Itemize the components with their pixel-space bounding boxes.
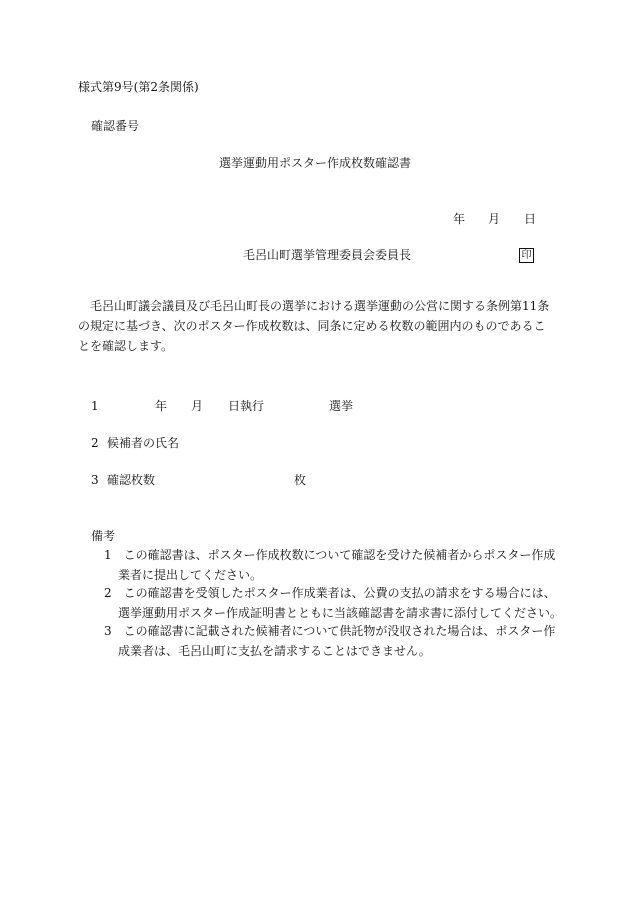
note-3-number: 3 [104,624,112,638]
notes-heading: 備考 [91,529,116,543]
item-3-number: 3 [91,473,99,487]
item-3-unit: 枚 [294,473,307,487]
item-3-label: 確認枚数 [107,473,156,487]
item-1-month: 月 [191,399,204,413]
body-paragraph: 毛呂山町議会議員及び毛呂山町長の選挙における選挙運動の公営に関する条例第11条の規定に基づき、次のポスター作成枚数は、同条に定める枚数の範囲内のものであることを確認します。 [78,299,550,353]
note-3 [104,622,566,661]
date-year: 年 [453,212,466,226]
note-1-number: 1 [104,548,112,562]
note-2-number: 2 [104,586,112,600]
document-title: 選挙運動用ポスター作成枚数確認書 [219,156,412,170]
note-1 [104,546,566,585]
item-1-day: 日執行 [228,399,265,413]
note-2-text: この確認書を受領したポスター作成業者は、公費の支払の請求をする場合には、選挙運動用ポスター作成証明書とともに当該確認書を請求書に添付してください。 [118,586,563,620]
issuer-name: 毛呂山町選挙管理委員会委員長 [243,248,412,262]
date-day: 日 [524,212,537,226]
item-1-year: 年 [155,399,168,413]
form-header: 様式第9号(第2条関係) [78,80,199,94]
item-2-label: 候補者の氏名 [107,436,180,450]
confirm-number-label: 確認番号 [91,119,140,133]
item-1-number: 1 [91,399,99,413]
item-2-number: 2 [91,436,99,450]
note-1-text: この確認書は、ポスター作成枚数について確認を受けた候補者からポスター作成業者に提出してください。 [118,548,556,582]
item-1-election: 選挙 [329,399,354,413]
note-2 [104,584,566,623]
note-3-text: この確認書に記載された候補者について供託物が没収された場合は、ポスター作成業者は、毛呂山町に支払を請求することはできません。 [118,624,556,658]
date-month: 月 [488,212,501,226]
seal-mark: 印 [519,248,534,263]
